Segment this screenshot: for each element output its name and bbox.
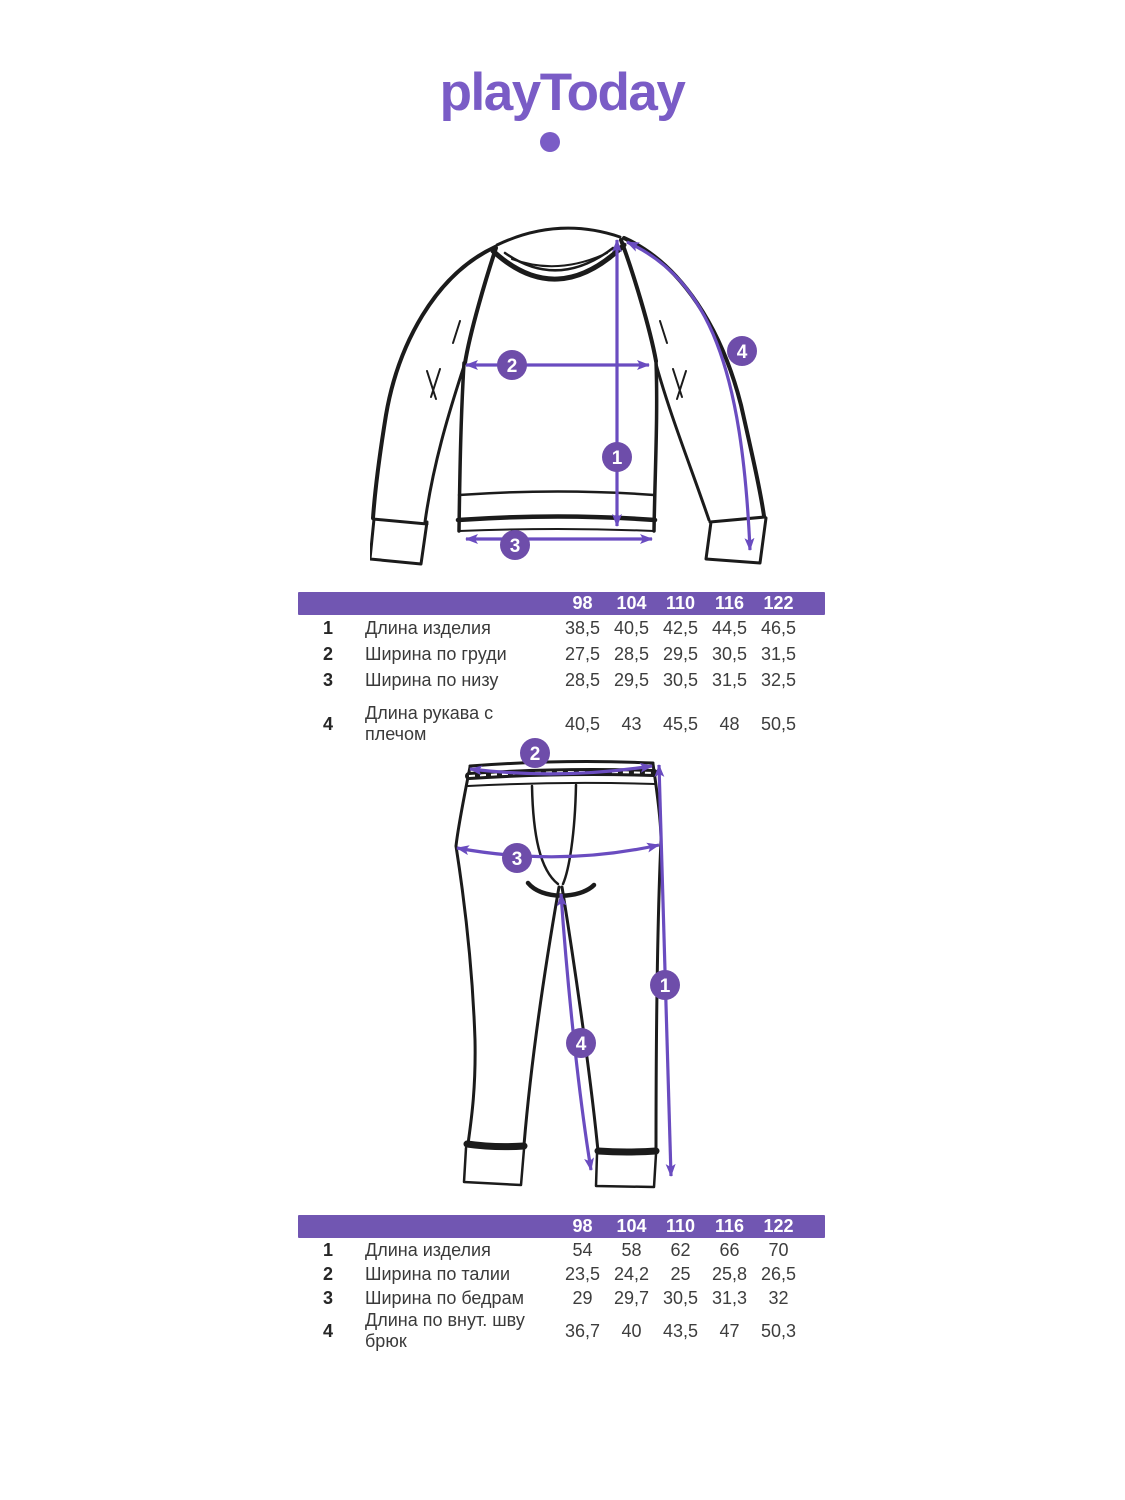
sweatshirt-marker-3-label: 3	[509, 536, 521, 557]
measurement-value: 26,5	[760, 1263, 797, 1284]
pants-marker-labels	[512, 744, 671, 1055]
pants-measurement-row	[298, 1286, 825, 1310]
sweatshirt-marker-2-label: 2	[506, 356, 518, 377]
sweatshirt-hem-seam	[459, 492, 654, 496]
sweatshirt-measurement-row	[298, 641, 825, 667]
measurement-value: 46,5	[760, 617, 797, 638]
pants-markers	[502, 738, 680, 1058]
sweatshirt-side-right	[654, 361, 657, 531]
measurement-value: 29	[572, 1287, 593, 1308]
sweatshirt-outline	[370, 228, 766, 564]
sweatshirt-marker-1-label: 1	[611, 448, 623, 469]
measurement-label: Ширина по низу	[365, 669, 499, 690]
measurement-value: 29,5	[662, 643, 699, 664]
measurement-value: 42,5	[662, 617, 699, 638]
sweatshirt-sleeve-right-inner	[656, 364, 709, 520]
sweatshirt-collar-rib	[512, 253, 607, 266]
measurement-number: 1	[322, 1239, 333, 1260]
sweatshirt-collar-outer	[493, 245, 624, 279]
size-column-header: 104	[616, 1216, 647, 1236]
sweatshirt-measurement-row	[298, 667, 825, 693]
pants-rise-right	[563, 785, 576, 884]
pants-leg-right-inner	[562, 887, 598, 1151]
pants-outline	[456, 762, 661, 1187]
sweatshirt-size-table	[298, 592, 825, 745]
measurement-number: 1	[322, 617, 333, 638]
pants-measure-arrows	[457, 765, 671, 1176]
size-column-header: 122	[763, 1216, 794, 1236]
sweatshirt-cuff-right	[706, 517, 766, 563]
measurement-number: 2	[322, 643, 333, 664]
measurement-value: 25,8	[711, 1263, 748, 1284]
measurement-value: 25	[670, 1263, 691, 1284]
pants-measurement-row	[298, 1310, 825, 1352]
measurement-value: 43,5	[662, 1320, 699, 1341]
measurement-label: Длина изделия	[365, 1239, 491, 1260]
measurement-label: Ширина по талии	[365, 1263, 510, 1284]
measurement-value: 30,5	[662, 1287, 699, 1308]
measurement-number: 2	[322, 1263, 333, 1284]
pants-measurement-row	[298, 1262, 825, 1286]
measurement-value: 44,5	[711, 617, 748, 638]
pants-marker-4-label: 4	[575, 1034, 587, 1055]
measurement-value: 70	[768, 1239, 789, 1260]
size-column-header: 98	[572, 1216, 593, 1236]
sweatshirt-cuff-left	[370, 519, 427, 564]
size-column-header: 116	[714, 1216, 745, 1236]
measurement-value: 31,3	[711, 1287, 748, 1308]
sweatshirt-table-header	[298, 592, 825, 615]
sweatshirt-side-left	[459, 363, 464, 531]
sweatshirt-marker-4-label: 4	[736, 342, 748, 363]
pants-cuff-band-left	[467, 1144, 524, 1147]
pants-measure-arrow-hip	[457, 845, 659, 857]
measurement-label: Ширина по бедрам	[365, 1287, 524, 1308]
pants-marker-2-label: 2	[529, 744, 541, 765]
size-column-header: 110	[665, 1216, 696, 1236]
pants-marker-1-label: 1	[659, 976, 671, 997]
measurement-value: 50,5	[760, 713, 797, 734]
size-column-header: 122	[763, 593, 794, 613]
measurement-value: 43	[621, 713, 642, 734]
size-column-header: 98	[572, 593, 593, 613]
measurement-label: Длина изделия	[365, 617, 491, 638]
measurement-value: 28,5	[613, 643, 650, 664]
measurement-value: 24,2	[613, 1263, 650, 1284]
measurement-value: 50,3	[760, 1320, 797, 1341]
measurement-value: 30,5	[711, 643, 748, 664]
sweatshirt-hem-band-top	[458, 517, 655, 521]
measurement-value: 36,7	[564, 1320, 601, 1341]
pants-cuff-right	[596, 1154, 656, 1187]
measurement-value: 48	[719, 713, 740, 734]
measurement-value: 40,5	[564, 713, 601, 734]
measurement-value: 32,5	[760, 669, 797, 690]
measurement-value: 62	[670, 1239, 691, 1260]
measurement-value: 31,5	[760, 643, 797, 664]
size-column-header: 104	[616, 593, 647, 613]
size-column-header: 116	[714, 593, 745, 613]
sweatshirt-raglan-right	[621, 240, 656, 361]
pants-marker-3-label: 3	[511, 849, 523, 870]
measurement-value: 45,5	[662, 713, 699, 734]
pants-cuff-band-right	[598, 1151, 656, 1152]
measurement-value: 38,5	[564, 617, 601, 638]
measurement-label: Ширина по груди	[365, 643, 507, 664]
pants-waist-top	[470, 762, 653, 766]
sweatshirt-markers	[497, 336, 757, 560]
measurement-number: 3	[322, 669, 333, 690]
pants-size-table	[298, 1215, 825, 1352]
sweatshirt-raglan-left	[465, 248, 496, 363]
measurement-number: 4	[322, 713, 333, 734]
pants-cuff-left	[464, 1148, 524, 1185]
pants-waistband-bottom	[468, 783, 655, 786]
measurement-value: 58	[621, 1239, 642, 1260]
brand-logo-dot	[540, 132, 560, 152]
pants-measurement-row	[298, 1238, 825, 1262]
sweatshirt-measurement-row	[298, 615, 825, 641]
measurement-value: 31,5	[711, 669, 748, 690]
measurement-value: 40,5	[613, 617, 650, 638]
sweatshirt-hem-band-bottom	[459, 529, 654, 531]
measurement-value: 23,5	[564, 1263, 601, 1284]
brand-logo-text: playToday	[439, 63, 685, 122]
pants-leg-left-inner	[524, 887, 559, 1145]
measurement-value: 47	[719, 1320, 740, 1341]
sweatshirt-measure-arrows	[466, 240, 750, 550]
measurement-value: 66	[719, 1239, 740, 1260]
measurement-value: 29,5	[613, 669, 650, 690]
size-column-header: 110	[665, 593, 696, 613]
measurement-value: 40	[621, 1320, 642, 1341]
sweatshirt-collar-top	[497, 228, 620, 245]
pants-diagram	[420, 725, 740, 1200]
measurement-value: 28,5	[564, 669, 601, 690]
pants-table-header	[298, 1215, 825, 1238]
measurement-value: 30,5	[662, 669, 699, 690]
measurement-value: 27,5	[564, 643, 601, 664]
pants-leg-left-outer	[456, 767, 475, 1144]
measurement-number: 4	[322, 1320, 333, 1341]
measurement-value: 54	[572, 1239, 593, 1260]
measurement-number: 3	[322, 1287, 333, 1308]
sweatshirt-diagram	[370, 200, 770, 590]
measurement-label: Длина по внут. шву брюк	[365, 1310, 525, 1351]
measurement-label: Длина рукава с плечом	[365, 703, 494, 744]
brand-logo	[402, 55, 722, 165]
measurement-value: 29,7	[613, 1287, 650, 1308]
pants-rise-left	[532, 786, 558, 884]
measurement-value: 32	[768, 1287, 789, 1308]
